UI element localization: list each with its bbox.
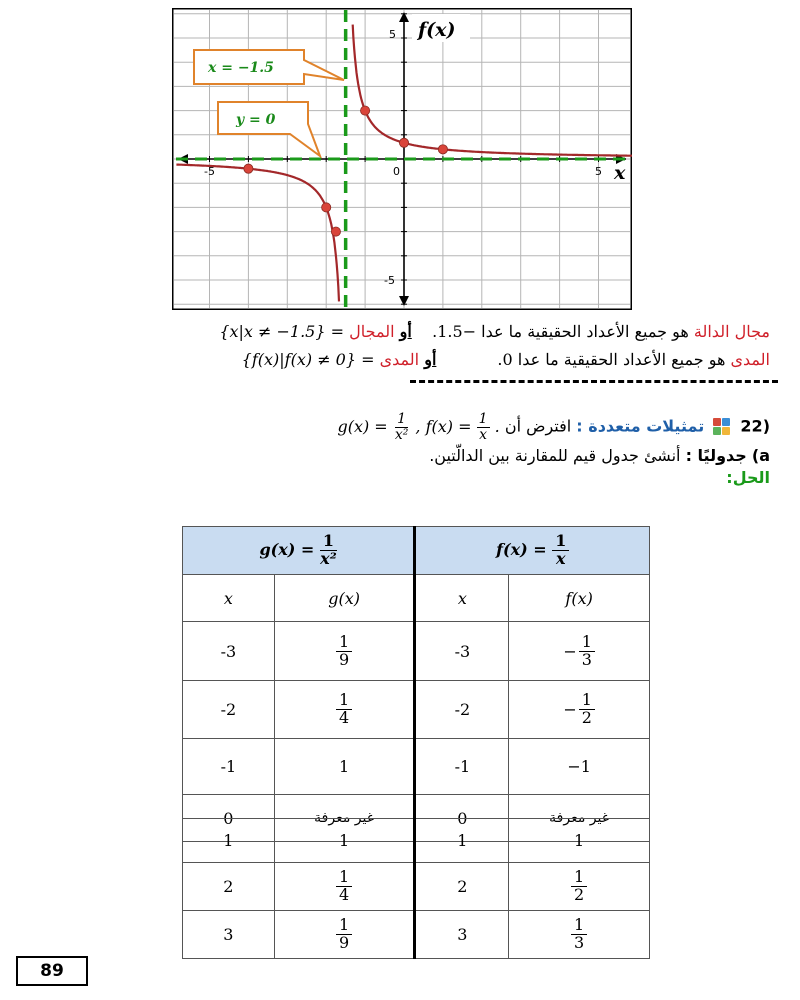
frac-num: 1 [336, 634, 352, 652]
cell-fx: -3 [415, 622, 509, 681]
range-description: هو جميع الأعداد الحقيقية ما عدا 0. [497, 350, 726, 369]
neg-sign: − [563, 700, 577, 719]
g-definition-label: g(x) = [337, 416, 388, 436]
frac-den: 3 [581, 649, 592, 669]
range-line [242, 350, 770, 369]
def-separator: , [415, 416, 421, 436]
cell-fx: -2 [415, 681, 509, 739]
cell-g: غير معرفة [274, 795, 415, 842]
domain-description: هو جميع الأعداد الحقيقية ما عدا −1.5. [432, 322, 689, 341]
frac-den: 4 [339, 708, 350, 727]
cell-f [509, 863, 650, 911]
header-g-den: x² [320, 549, 337, 568]
cell-gx: -2 [183, 681, 275, 739]
domain-lead-red: مجال الدالة [693, 322, 770, 341]
curve-point [331, 227, 340, 236]
question-22 [337, 412, 770, 442]
cell-fx: 0 [415, 795, 509, 842]
cell-gx: 1 [183, 819, 275, 863]
range-or: أو [424, 350, 437, 369]
tick-label-x-zero: 0 [393, 165, 400, 178]
curve-point [438, 145, 447, 154]
frac-num: 1 [579, 634, 595, 652]
callout-vertical-text: x = −1.5 [208, 60, 274, 76]
cell-gx: -3 [183, 622, 275, 681]
part-a-label: a) [751, 446, 770, 465]
cell-fx: -1 [415, 739, 509, 795]
domain-line [219, 322, 770, 341]
header-g [183, 527, 415, 575]
curve-point [361, 106, 370, 115]
cell-fx: 3 [415, 911, 509, 959]
part-a-title: جدوليًا : [685, 446, 747, 465]
header-f-den: x [556, 549, 566, 568]
table-row [183, 622, 650, 681]
question-functions [337, 411, 500, 443]
domain-set-math: {x|x ≠ −1.5} = [219, 322, 345, 341]
col-x-f-text: x [457, 588, 467, 608]
frac-num: 1 [579, 692, 595, 710]
table-row [183, 681, 650, 739]
table-row [183, 739, 650, 795]
table-row [183, 911, 650, 959]
cell-g [274, 863, 415, 911]
g-def-num: 1 [397, 411, 407, 427]
header-g-fraction [320, 533, 337, 568]
values-table-negative [182, 526, 650, 842]
header-g-label: g(x) = [259, 540, 315, 559]
cell-g [274, 911, 415, 959]
function-graph [172, 8, 632, 310]
tick-label-y-pos5: 5 [389, 28, 396, 41]
col-label-f [509, 575, 650, 622]
frac-num: 1 [571, 917, 587, 935]
cell-gx: -1 [183, 739, 275, 795]
col-g-text: g(x) [328, 588, 360, 608]
question-number: (22 [740, 416, 770, 436]
cell-gx: 0 [183, 795, 275, 842]
cell-f: 1 [509, 819, 650, 863]
question-prompt: افترض أن [504, 416, 572, 436]
x-axis-label: x [614, 162, 626, 184]
frac-num: 1 [336, 917, 352, 935]
frac-den: 3 [574, 933, 585, 952]
cell-f [509, 681, 650, 739]
frac-den: 9 [339, 649, 350, 669]
col-x-g-text: x [223, 588, 233, 608]
table-row [183, 863, 650, 911]
values-table-positive [182, 818, 650, 959]
range-lead-red: المدى [730, 350, 770, 369]
col-label-x-g [183, 575, 275, 622]
y-axis-label: f(x) [418, 19, 456, 41]
section-divider [410, 380, 778, 383]
frac-den: 2 [581, 708, 592, 727]
col-label-x-f [415, 575, 509, 622]
tick-label-x-neg5: -5 [204, 165, 215, 178]
frac-num: 1 [336, 692, 352, 710]
header-f-num: 1 [552, 533, 569, 551]
callout-horizontal-text: y = 0 [236, 112, 276, 128]
frac-num: 1 [571, 869, 587, 887]
cell-f: −1 [509, 739, 650, 795]
col-label-g [274, 575, 415, 622]
curve-point [244, 164, 253, 173]
solution-label: الحل: [726, 468, 770, 487]
frac-den: 2 [574, 885, 585, 904]
cell-gx: 2 [183, 863, 275, 911]
f-definition-fraction [477, 412, 490, 442]
page-number: 89 [16, 956, 88, 986]
tick-label-y-neg5: -5 [384, 274, 395, 287]
cell-gx: 3 [183, 911, 275, 959]
domain-label-red: المجال [349, 322, 395, 341]
header-f-fraction [552, 533, 569, 568]
cell-g: 1 [274, 819, 415, 863]
question-title: تمثيلات متعددة : [576, 416, 705, 436]
f-definition-label: f(x) = [425, 416, 472, 436]
cell-g: 1 [274, 739, 415, 795]
part-a-text: أنشئ جدول قيم للمقارنة بين الدالّتين. [429, 446, 681, 465]
cell-g [274, 681, 415, 739]
f-def-den: x [479, 426, 488, 443]
domain-or: أو [399, 322, 412, 341]
table-header-row [183, 527, 650, 575]
cell-f [509, 622, 650, 681]
header-g-num: 1 [320, 533, 337, 551]
col-f-text: f(x) [565, 588, 593, 608]
range-set-math: {f(x)|f(x) ≠ 0} = [241, 350, 375, 369]
curve-point [399, 138, 408, 147]
header-f [415, 527, 650, 575]
frac-den: 9 [339, 933, 350, 952]
cell-g [274, 622, 415, 681]
frac-den: 4 [339, 885, 350, 904]
header-f-label: f(x) = [496, 540, 547, 559]
cell-fx: 1 [415, 819, 509, 863]
cell-f: غير معرفة [509, 795, 650, 842]
g-def-den: x² [394, 426, 409, 443]
table-row [183, 819, 650, 863]
g-definition-fraction [393, 412, 411, 442]
part-a [429, 446, 770, 465]
table-column-labels [183, 575, 650, 622]
frac-num: 1 [336, 869, 352, 887]
def-end: . [494, 416, 500, 436]
neg-sign: − [563, 641, 577, 661]
range-label-red: المدى [379, 350, 420, 369]
f-def-num: 1 [478, 411, 488, 427]
tick-label-x-pos5: 5 [595, 165, 602, 178]
curve-point [322, 203, 331, 212]
cell-fx: 2 [415, 863, 509, 911]
cell-f [509, 911, 650, 959]
multiple-representations-icon [713, 418, 731, 436]
